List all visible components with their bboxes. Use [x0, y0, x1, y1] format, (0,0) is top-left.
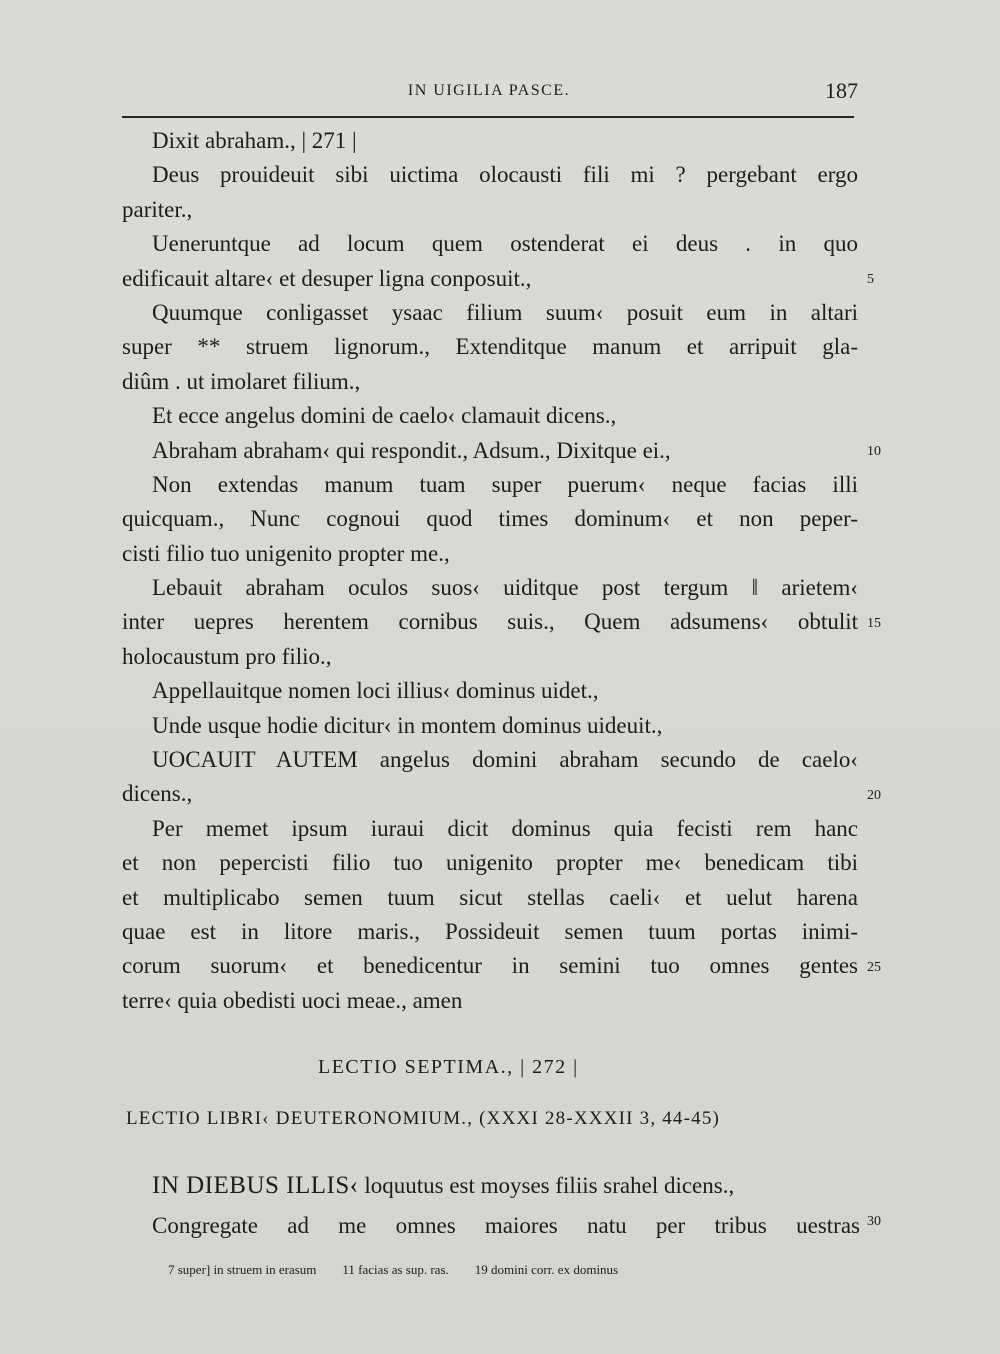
footnote: 11 facias as sup. ras. — [342, 1262, 449, 1277]
text-line: Et ecce angelus domini de caelo‹ clamauit dicens., — [152, 403, 617, 429]
passage-line-1 — [152, 1166, 860, 1206]
text-line: edificauit altare‹ et desuper ligna conposuit., — [122, 265, 532, 291]
lectio-heading: LECTIO SEPTIMA., | 272 | — [318, 1056, 579, 1078]
text-line: et multiplicabo semen tuum sicut stellas caeli‹ et uelut harena — [122, 884, 858, 910]
line-number: 5 — [867, 271, 874, 287]
text-line: Ueneruntque ad locum quem ostenderat ei deus . in quo — [152, 231, 858, 257]
passage-line-1-rest: loquutus est moyses filiis srahel dicens., — [358, 1173, 735, 1198]
text-line: UOCAUIT AUTEM angelus domini abraham secundo de caelo‹ — [152, 747, 858, 773]
text-line: Quumque conligasset ysaac filium suum‹ posuit eum in altari — [152, 299, 858, 325]
line-number: 25 — [867, 959, 881, 975]
text-line: quicquam., Nunc cognoui quod times dominum‹ et non peper- — [122, 506, 858, 532]
text-line: Lebauit abraham oculos suos‹ uiditque post tergum ‖ arietem‹ — [152, 575, 858, 601]
book-heading: LECTIO LIBRI‹ DEUTERONOMIUM., (XXXI 28-XXXII 3, 44-45) — [126, 1108, 721, 1129]
new-passage — [152, 1166, 860, 1246]
text-line: holocaustum pro filio., — [122, 643, 332, 669]
footnotes — [168, 1262, 868, 1278]
line-number: 20 — [867, 787, 881, 803]
text-line: Abraham abraham‹ qui respondit., Adsum., Dixitque ei., — [152, 437, 671, 463]
text-line: Deus prouideuit sibi uictima olocausti fili mi ? pergebant ergo — [152, 162, 858, 188]
text-line: Appellauitque nomen loci illius‹ dominus uidet., — [152, 678, 599, 704]
passage-line-2: Congregate ad me omnes maiores natu per tribus uestras — [152, 1213, 860, 1238]
text-line: Unde usque hodie dicitur‹ in montem dominus uideuit., — [152, 712, 663, 738]
text-line: Dixit abraham., | 271 | — [152, 128, 357, 153]
text-line: Per memet ipsum iuraui dicit dominus quia fecisti rem hanc — [152, 815, 858, 841]
line-number: 10 — [867, 443, 881, 459]
text-line: et non pepercisti filio tuo unigenito propter me‹ benedicam tibi — [122, 850, 858, 876]
main-text — [122, 124, 858, 1018]
running-head — [120, 78, 858, 108]
footnote: 7 super] in struem in erasum — [168, 1262, 317, 1277]
text-line: diûm . ut imolaret filium., — [122, 368, 361, 394]
text-line: quae est in litore maris., Possideuit semen tuum portas inimi- — [122, 918, 858, 944]
line-number: 15 — [867, 615, 881, 631]
text-line: Non extendas manum tuam super puerum‹ neque facias illi — [152, 471, 858, 497]
running-title: IN UIGILIA PASCE. — [407, 82, 571, 99]
text-line: super ** struem lignorum., Extenditque manum et arripuit gla- — [122, 334, 858, 360]
text-line: dicens., — [122, 781, 193, 807]
text-line: pariter., — [122, 196, 193, 222]
line-number-30: 30 — [867, 1214, 881, 1229]
text-line: cisti filio tuo unigenito propter me., — [122, 540, 450, 566]
text-line: inter uepres herentem cornibus suis., Quem adsumens‹ obtulit — [122, 609, 858, 635]
passage-opening-caps: IN DIEBUS ILLIS‹ — [152, 1172, 359, 1199]
page-number: 187 — [825, 78, 858, 103]
text-line: corum suorum‹ et benedicentur in semini tuo omnes gentes — [122, 953, 858, 979]
header-rule — [122, 116, 854, 118]
text-line: terre‹ quia obedisti uoci meae., amen — [122, 987, 463, 1013]
footnote: 19 domini corr. ex dominus — [474, 1262, 619, 1277]
